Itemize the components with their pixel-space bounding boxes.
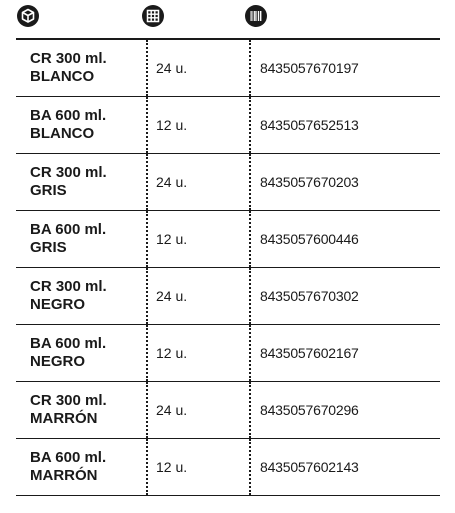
table-row xyxy=(16,40,440,97)
units-per-box: 12 u. xyxy=(156,230,188,247)
product-name: BA 600 ml. BLANCO xyxy=(30,106,107,142)
ean-code: 8435057670197 xyxy=(260,59,359,76)
ean-code: 8435057670296 xyxy=(260,401,359,418)
box-icon xyxy=(16,4,40,28)
table-header xyxy=(0,0,455,36)
table-row xyxy=(16,325,440,382)
units-per-box: 12 u. xyxy=(156,116,188,133)
units-per-box: 24 u. xyxy=(156,173,188,190)
product-name: CR 300 ml. NEGRO xyxy=(30,277,107,313)
units-per-box: 24 u. xyxy=(156,401,188,418)
product-name: CR 300 ml. GRIS xyxy=(30,163,107,199)
table-row xyxy=(16,439,440,496)
product-name: BA 600 ml. GRIS xyxy=(30,220,107,256)
table-row xyxy=(16,382,440,439)
product-table xyxy=(16,38,440,496)
barcode-icon xyxy=(244,4,268,28)
ean-code: 8435057652513 xyxy=(260,116,359,133)
units-per-box: 24 u. xyxy=(156,287,188,304)
ean-code: 8435057602167 xyxy=(260,344,359,361)
units-per-box: 24 u. xyxy=(156,59,188,76)
product-name: CR 300 ml. BLANCO xyxy=(30,49,107,85)
ean-code: 8435057670302 xyxy=(260,287,359,304)
table-row xyxy=(16,211,440,268)
table-row xyxy=(16,154,440,211)
product-name: CR 300 ml. MARRÓN xyxy=(30,391,107,427)
units-per-box: 12 u. xyxy=(156,458,188,475)
table-row xyxy=(16,268,440,325)
ean-code: 8435057602143 xyxy=(260,458,359,475)
product-name: BA 600 ml. NEGRO xyxy=(30,334,107,370)
ean-code: 8435057670203 xyxy=(260,173,359,190)
grid-icon xyxy=(141,4,165,28)
ean-code: 8435057600446 xyxy=(260,230,359,247)
product-name: BA 600 ml. MARRÓN xyxy=(30,448,107,484)
units-per-box: 12 u. xyxy=(156,344,188,361)
table-row xyxy=(16,97,440,154)
